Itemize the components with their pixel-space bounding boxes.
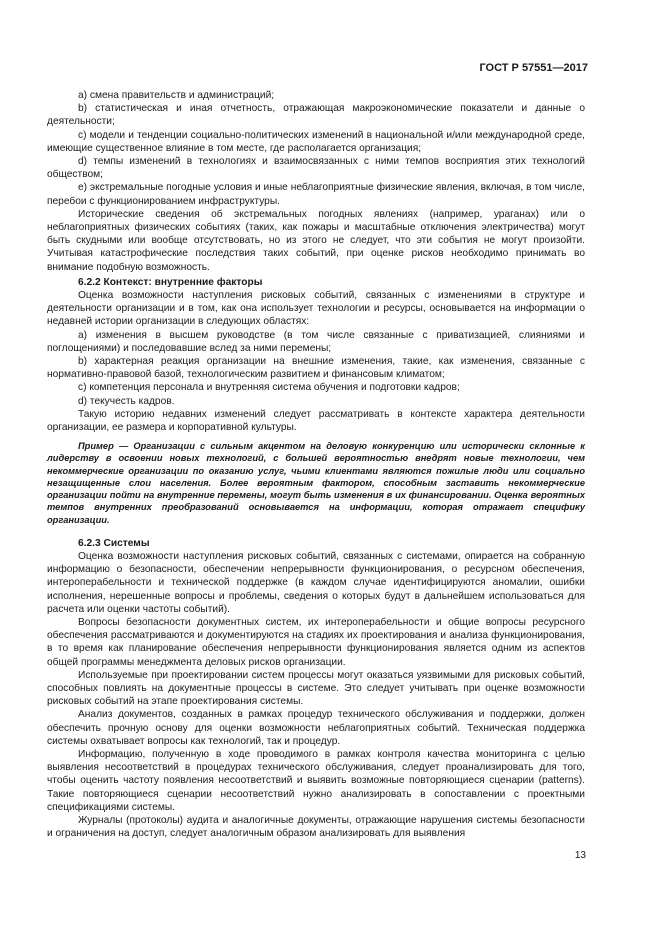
paragraph: Исторические сведения об экстремальных погодных явлениях (например, ураганах) или о неблагоприятных физических событиях (таких, как пожары и масштабные отключения электричества) могут быть скудными или вообще отсутствовать, но из этого не следует, что эти события не могут произойти. Учитывая катастрофические последствия таких событий, при оценке рисков необходимо принимать во внимание подобную возможность. xyxy=(47,208,585,273)
list-item-c: c) компетенция персонала и внутренняя система обучения и подготовки кадров; xyxy=(78,382,460,394)
paragraph: Анализ документов, созданных в рамках процедур технического обслуживания и поддержки, должен обеспечить прочную основу для оценки возможности неблагоприятных событий. Техническая поддержка системы охватывает вопросы как технологий, так и процедур. xyxy=(47,709,585,747)
page-number: 13 xyxy=(574,850,586,861)
list-item-e: e) экстремальные погодные условия и иные неблагоприятные физические явления, включая, в том числе, перебои с функционированием инфраструктуры. xyxy=(47,182,585,207)
paragraph: Журналы (протоколы) аудита и аналогичные документы, отражающие нарушения системы безопасности и ограничения на доступ, следует аналогичным образом анализировать для выявления xyxy=(47,814,585,840)
list-item-b: b) характерная реакция организации на внешние изменения, такие, как изменения, связанные с нормативно-правовой базой, технологическим развитием и финансовым климатом; xyxy=(47,356,585,381)
example-label: Пример xyxy=(78,441,114,452)
paragraph: Информацию, полученную в ходе проводимого в рамках контроля качества мониторинга с целью выявления несоответствий в процедурах технического обслуживания, следует проанализировать для того, чтобы оценить частоту появления несоответствий и выявить возможные повторяющиеся сценарии (patterns). Такие повторяющиеся сценарии несоответствий нужно анализировать в сопоставлении с проектными спецификациями системы. xyxy=(47,748,585,813)
section-heading-6-2-3: 6.2.3 Системы xyxy=(78,537,150,549)
body-text xyxy=(47,89,585,840)
standard-header: ГОСТ Р 57551—2017 xyxy=(479,62,588,74)
list-item-c: c) модели и тенденции социально-политических изменений в национальной и/или международной среде, имеющие существенное влияние в том месте, где располагается организация; xyxy=(47,129,585,154)
list-item-d: d) текучесть кадров. xyxy=(78,395,175,407)
paragraph: Используемые при проектировании систем процессы могут оказаться уязвимыми для рисковых событий, способных повлиять на документные процессы в системе. Это следует учитывать при оценке возможности рисковых событий на этапе проектирования системы. xyxy=(47,669,585,708)
list-item-a: a) изменения в высшем руководстве (в том числе связанные с приватизацией, слияниями и поглощениями) и последовавшие вслед за ними перемены; xyxy=(47,329,585,354)
paragraph: Такую историю недавних изменений следует рассматривать в контексте характера деятельности организации, ее размера и корпоративной культуры. xyxy=(47,408,585,434)
list-item-d: d) темпы изменений в технологиях и взаимосвязанных с ними темпов восприятия этих технологий обществом; xyxy=(47,156,585,181)
paragraph: Оценка возможности наступления рисковых событий, связанных с изменениями в структуре и деятельности организации и в том, как она использует технологии и ресурсы, основывается на информации о недавней истории организации в следующих областях: xyxy=(47,290,585,328)
list-item-b: b) статистическая и иная отчетность, отражающая макроэкономические показатели и данные о деятельности; xyxy=(47,103,585,128)
list-item-a: a) смена правительств и администраций; xyxy=(78,90,275,101)
section-heading-6-2-2: 6.2.2 Контекст: внутренние факторы xyxy=(78,276,263,288)
paragraph: Оценка возможности наступления рисковых событий, связанных с системами, опирается на собранную информацию о безопасности, обеспечении непрерывности функционирования, о ресурсном обеспечения, интероперабельности и технической поддержке (в каждом случае идентифицируются аномалии, ошибки исполнения, нерешенные вопросы и проблемы, сведения о которых будут в дальнейшем использоваться для расчета или оценки частоты событий). xyxy=(47,550,585,615)
example-text: — Организации с сильным акцентом на деловую конкуренцию или исторически склонные к лидерству в освоении новых технологий, с большей вероятностью внедрят новые технологии, чем некоммерческие организации по оказанию услуг, чьими клиентами являются пожилые люди или социально незащищенные слои населения. Более вероятным фактором, способным заставить некоммерческие организации пойти на внутренние перемены, могут быть изменения в их финансировании. Оценка вероятных темпов внутренних преобразований основывается на информации, которая отражает специфику организации. xyxy=(47,441,585,525)
paragraph: Вопросы безопасности документных систем, их интероперабельности и общие вопросы ресурсного обеспечения рассматриваются и документируются на стадиях их проектирования и анализа функционирования, в то время как планирование обеспечения непрерывности функционирования является одним из аспектов общей программы менеджмента деловых рисков организации. xyxy=(47,616,585,668)
example-note xyxy=(47,440,585,525)
